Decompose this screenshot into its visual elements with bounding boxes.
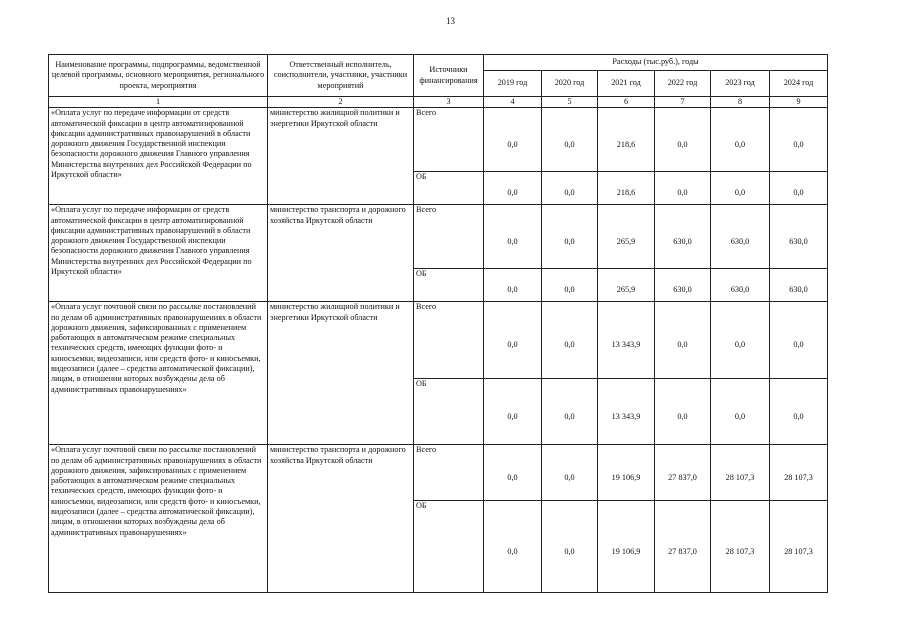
- page-number: 13: [446, 16, 455, 26]
- header-expenses: Расходы (тыс.руб.), годы: [484, 55, 828, 71]
- source-label: ОБ: [414, 379, 484, 445]
- table-row-total: [49, 302, 828, 379]
- value-cell: 0,0: [542, 205, 598, 269]
- executor: министерство транспорта и дорожного хозяйства Иркутской области: [268, 445, 414, 593]
- value-cell: 0,0: [542, 172, 598, 205]
- value-cell: 630,0: [770, 269, 828, 302]
- value-cell: 0,0: [542, 269, 598, 302]
- budget-table: [48, 54, 828, 593]
- value-cell: 28 107,3: [711, 501, 770, 593]
- value-cell: 27 837,0: [655, 445, 711, 501]
- value-cell: 630,0: [711, 205, 770, 269]
- value-cell: 28 107,3: [770, 501, 828, 593]
- value-cell: 13 343,9: [598, 379, 655, 445]
- source-label: Всего: [414, 445, 484, 501]
- column-number: 7: [655, 97, 711, 108]
- header-name: Наименование программы, подпрограммы, ведомственной целевой программы, основного мероприятия, регионального проекта, мероприятия: [49, 55, 268, 97]
- measure-name: «Оплата услуг почтовой связи по рассылке постановлений по делам об административных правонарушениях в области дорожного движения, зафиксированных с применением работающих в автоматическом режиме специальных технических средств, имеющих функции фото- и киносъемки, видеозаписи, или средств фото- и киносъемки, видеозаписи (далее – средства автоматической фиксации), лицам, в отношении которых возбуждены дела об административных правонарушениях»: [49, 445, 268, 593]
- value-cell: 265,9: [598, 205, 655, 269]
- value-cell: 28 107,3: [711, 445, 770, 501]
- column-number: 9: [770, 97, 828, 108]
- year-header: 2024 год: [770, 71, 828, 97]
- measure-name: «Оплата услуг почтовой связи по рассылке постановлений по делам об административных правонарушениях в области дорожного движения, зафиксированных с применением работающих в автоматическом режиме специальных технических средств, имеющих функции фото- и киносъемки, видеозаписи, или средств фото- и киносъемки, видеозаписи (далее – средства автоматической фиксации), лицам, в отношении которых возбуждены дела об административных правонарушениях»: [49, 302, 268, 445]
- column-number: 4: [484, 97, 542, 108]
- value-cell: 28 107,3: [770, 445, 828, 501]
- header-executor: Ответственный исполнитель, соисполнители, участники, участники мероприятий: [268, 55, 414, 97]
- value-cell: 0,0: [711, 379, 770, 445]
- value-cell: 630,0: [770, 205, 828, 269]
- executor: министерство жилищной политики и энергетики Иркутской области: [268, 108, 414, 205]
- value-cell: 630,0: [655, 269, 711, 302]
- column-number: 5: [542, 97, 598, 108]
- value-cell: 0,0: [711, 302, 770, 379]
- source-label: Всего: [414, 205, 484, 269]
- year-header: 2021 год: [598, 71, 655, 97]
- value-cell: 265,9: [598, 269, 655, 302]
- value-cell: 0,0: [770, 379, 828, 445]
- value-cell: 0,0: [484, 108, 542, 172]
- source-label: Всего: [414, 108, 484, 172]
- source-label: ОБ: [414, 501, 484, 593]
- year-header: 2019 год: [484, 71, 542, 97]
- table-row-total: [49, 205, 828, 269]
- column-numbers-row: [49, 97, 828, 108]
- value-cell: 0,0: [770, 172, 828, 205]
- column-number: 2: [268, 97, 414, 108]
- value-cell: 0,0: [655, 379, 711, 445]
- value-cell: 218,6: [598, 172, 655, 205]
- value-cell: 0,0: [770, 302, 828, 379]
- value-cell: 0,0: [484, 269, 542, 302]
- table-row-total: [49, 445, 828, 501]
- executor: министерство жилищной политики и энергетики Иркутской области: [268, 302, 414, 445]
- column-number: 6: [598, 97, 655, 108]
- column-number: 8: [711, 97, 770, 108]
- column-number: 1: [49, 97, 268, 108]
- value-cell: 630,0: [655, 205, 711, 269]
- value-cell: 218,6: [598, 108, 655, 172]
- value-cell: 0,0: [484, 501, 542, 593]
- value-cell: 0,0: [484, 445, 542, 501]
- value-cell: 27 837,0: [655, 501, 711, 593]
- measure-name: «Оплата услуг по передаче информации от средств автоматической фиксации в центр автоматизированной фиксации административных правонарушений в области дорожного движения Государственной инспекции безопасности дорожного движения Главного управления Министерства внутренних дел Российской Федерации по Иркутской области»: [49, 108, 268, 205]
- value-cell: 0,0: [542, 379, 598, 445]
- value-cell: 19 106,9: [598, 501, 655, 593]
- value-cell: 0,0: [655, 302, 711, 379]
- executor: министерство транспорта и дорожного хозяйства Иркутской области: [268, 205, 414, 302]
- value-cell: 0,0: [542, 445, 598, 501]
- column-number: 3: [414, 97, 484, 108]
- value-cell: 630,0: [711, 269, 770, 302]
- value-cell: 0,0: [542, 108, 598, 172]
- value-cell: 0,0: [484, 302, 542, 379]
- value-cell: 0,0: [484, 172, 542, 205]
- year-header: 2022 год: [655, 71, 711, 97]
- value-cell: 0,0: [484, 379, 542, 445]
- year-header: 2020 год: [542, 71, 598, 97]
- value-cell: 0,0: [542, 501, 598, 593]
- source-label: ОБ: [414, 269, 484, 302]
- value-cell: 0,0: [711, 108, 770, 172]
- value-cell: 19 106,9: [598, 445, 655, 501]
- value-cell: 0,0: [655, 108, 711, 172]
- header-sources: Источники финансирования: [414, 55, 484, 97]
- value-cell: 0,0: [711, 172, 770, 205]
- value-cell: 0,0: [484, 205, 542, 269]
- value-cell: 0,0: [655, 172, 711, 205]
- value-cell: 0,0: [770, 108, 828, 172]
- measure-name: «Оплата услуг по передаче информации от средств автоматической фиксации в центр автоматизированной фиксации административных правонарушений в области дорожного движения Государственной инспекции безопасности дорожного движения Главного управления Министерства внутренних дел Российской Федерации по Иркутской области»: [49, 205, 268, 302]
- source-label: Всего: [414, 302, 484, 379]
- source-label: ОБ: [414, 172, 484, 205]
- value-cell: 0,0: [542, 302, 598, 379]
- year-header: 2023 год: [711, 71, 770, 97]
- table-row-total: [49, 108, 828, 172]
- value-cell: 13 343,9: [598, 302, 655, 379]
